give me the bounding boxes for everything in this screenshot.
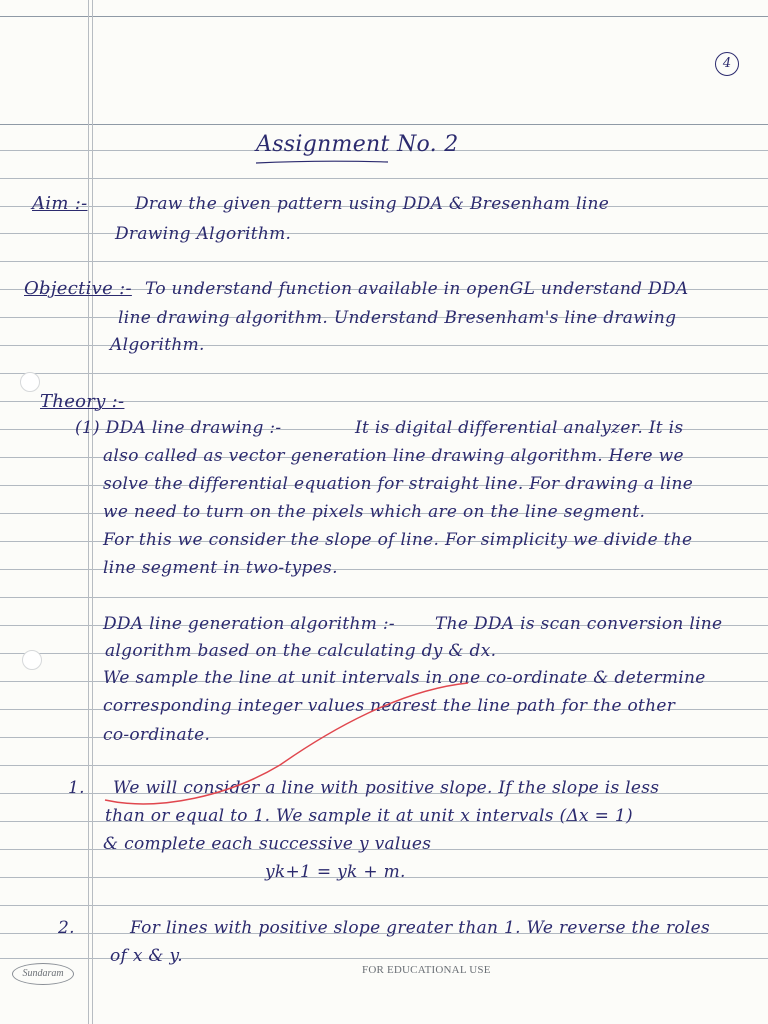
dda-line-5: For this we consider the slope of line. For simplicity we divide the (103, 530, 693, 550)
assignment-title: Assignment No. 2 (256, 132, 459, 157)
objective-line-3: Algorithm. (110, 335, 205, 355)
generation-line-3: We sample the line at unit intervals in one co-ordinate & determine (103, 668, 706, 688)
objective-line-2: line drawing algorithm. Understand Bresenham's line drawing (118, 308, 677, 328)
dda-line-3: solve the differential equation for straight line. For drawing a line (103, 474, 694, 494)
generation-line-2: algorithm based on the calculating dy & dx. (105, 641, 497, 661)
brand-logo: Sundaram (12, 963, 74, 985)
aim-line-2: Drawing Algorithm. (115, 224, 292, 244)
dda-line-1: It is digital differential analyzer. It is (355, 418, 684, 438)
step-1-line-1: We will consider a line with positive slope. If the slope is less (113, 778, 660, 798)
theory-label: Theory :- (40, 391, 125, 412)
generation-line-4: corresponding integer values nearest the line path for the other (103, 696, 676, 716)
aim-label: Aim :- (32, 193, 88, 214)
dda-line-4: we need to turn on the pixels which are on the line segment. (103, 502, 646, 522)
objective-label: Objective :- (24, 278, 132, 299)
step-2-line-1: For lines with positive slope greater than 1. We reverse the roles (130, 918, 711, 938)
step-1-line-2: than or equal to 1. We sample it at unit x intervals (Δx = 1) (105, 806, 633, 826)
generation-heading: DDA line generation algorithm :- (103, 614, 395, 634)
step-2-line-2: of x & y. (110, 946, 183, 966)
generation-line-1: The DDA is scan conversion line (435, 614, 723, 634)
dda-line-6: line segment in two-types. (103, 558, 338, 578)
dda-line-2: also called as vector generation line drawing algorithm. Here we (103, 446, 684, 466)
aim-line-1: Draw the given pattern using DDA & Bresenham line (135, 194, 610, 214)
dda-heading: (1) DDA line drawing :- (75, 418, 282, 438)
step-1-line-3: & complete each successive y values (103, 834, 432, 854)
step-1-formula: yk+1 = yk + m. (265, 862, 406, 882)
footer-text: FOR EDUCATIONAL USE (362, 964, 491, 976)
step-1-number: 1. (68, 778, 85, 798)
step-2-number: 2. (58, 918, 75, 938)
objective-line-1: To understand function available in openGL understand DDA (145, 279, 689, 299)
page-number: 4 (715, 52, 739, 76)
generation-line-5: co-ordinate. (103, 725, 211, 745)
